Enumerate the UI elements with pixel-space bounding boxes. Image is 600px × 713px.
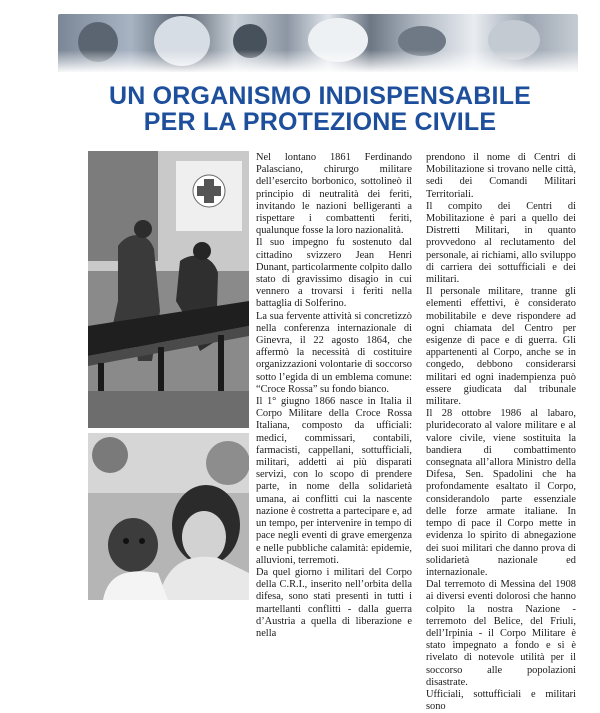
red-cross-icon (193, 175, 225, 207)
paragraph: Il 1° giugno 1866 nasce in Italia il Corpo Militare della Croce Rossa Italiana, composto da ufficiali: medici, commissari, contabili, farmacisti, cappellani, sottufficiali, militari, addetti ai più disparati servizi, con lo scopo di prendere parte, in nome della solidarietà umana, ai conflitti cui la nascente nazione è costretta a partecipare e, ad un tempo, per intervenire in tempo di pace negli eventi di grave emergenza e nelle pubbliche calamità: epidemie, alluvioni, terremoti. (256, 396, 412, 566)
paragraph: Il personale militare, tranne gli elementi effettivi, è considerato mobilitabile e deve rispondere ad ogni chiamata del Centro per esigenze di pace e di guerra. Gli appartenenti al Corpo, anche se in congedo, debbono considerarsi militari ed ogni inadempienza può essere giudicata dal tribunale militare. (426, 286, 576, 408)
paragraph: Ufficiali, sottufficiali e militari sono (426, 688, 576, 713)
page-title-line-2: PER LA PROTEZIONE CIVILE (143, 108, 497, 136)
article-column-left (256, 152, 412, 640)
photo-nurse-with-child (88, 433, 249, 600)
page-title-line-1: UN ORGANISMO INDISPENSABILE (108, 82, 532, 110)
paragraph: Nel lontano 1861 Ferdinando Palasciano, chirurgo militare dell’esercito borbonico, sottolineò il principio di neutralità dei feriti, invitando le nazioni belligeranti a rispettare i combattenti feriti, qualunque fosse la loro nazionalità. (256, 152, 412, 237)
paragraph: Il compito dei Centri di Mobilitazione è pari a quello dei Distretti Militari, in quanto provvedono al reclutamento del personale, ai richiami, allo sviluppo di carriera dei sottufficiali e dei militari. (426, 200, 576, 286)
paragraph: La sua fervente attività si concretizzò nella conferenza internazionale di Ginevra, il 22 agosto 1864, che affermò la necessità di costituire organizzazioni volontarie di soccorso sotto l’egida di un emblema comune: “Croce Rossa” su fondo bianco. (256, 310, 412, 395)
paragraph: Dal terremoto di Messina del 1908 ai diversi eventi dolorosi che hanno colpito la nostra Nazione - terremoto del Belice, del Friuli, dell’Irpinia - il Corpo Militare è stato impegnato a fondo e si è rivelato di notevole utilità per il soccorso alle popolazioni disastrate. (426, 579, 576, 688)
header-banner-photo (58, 14, 578, 72)
paragraph: Da quel giorno i militari del Corpo della C.R.I., inserito nell’orbita della difesa, sono stati presenti in tutti i martellanti conflitti - dalla guerra d’Austria a quella di liberazione e nella (256, 566, 412, 639)
photo-soldiers-assembling-structure (88, 151, 249, 428)
paragraph: Il 28 ottobre 1986 al labaro, pluridecorato al valore militare e al valore civile, viene sostituita la bandiera di combattimento consegnata all’allora Ministro della Difesa, Sen. Spadolini che ha profondamente esaltato il Corpo, considerandolo parte essenziale delle forze armate italiane. In tempo di pace il Corpo mette in evidenza lo spirito di abnegazione dei suoi militari che danno prova di solidarietà nazionale ed internazionale. (426, 408, 576, 578)
article-column-right (426, 152, 576, 713)
paragraph: Il suo impegno fu sostenuto dal cittadino svizzero Jean Henri Dunant, particolarmente colpito dallo stato di gravissimo disagio in cui vennero a trovarsi i feriti nella battaglia di Solferino. (256, 237, 412, 310)
paragraph: prendono il nome di Centri di Mobilitazione si trovano nelle città, sedi dei Comandi Militari Territoriali. (426, 152, 576, 200)
